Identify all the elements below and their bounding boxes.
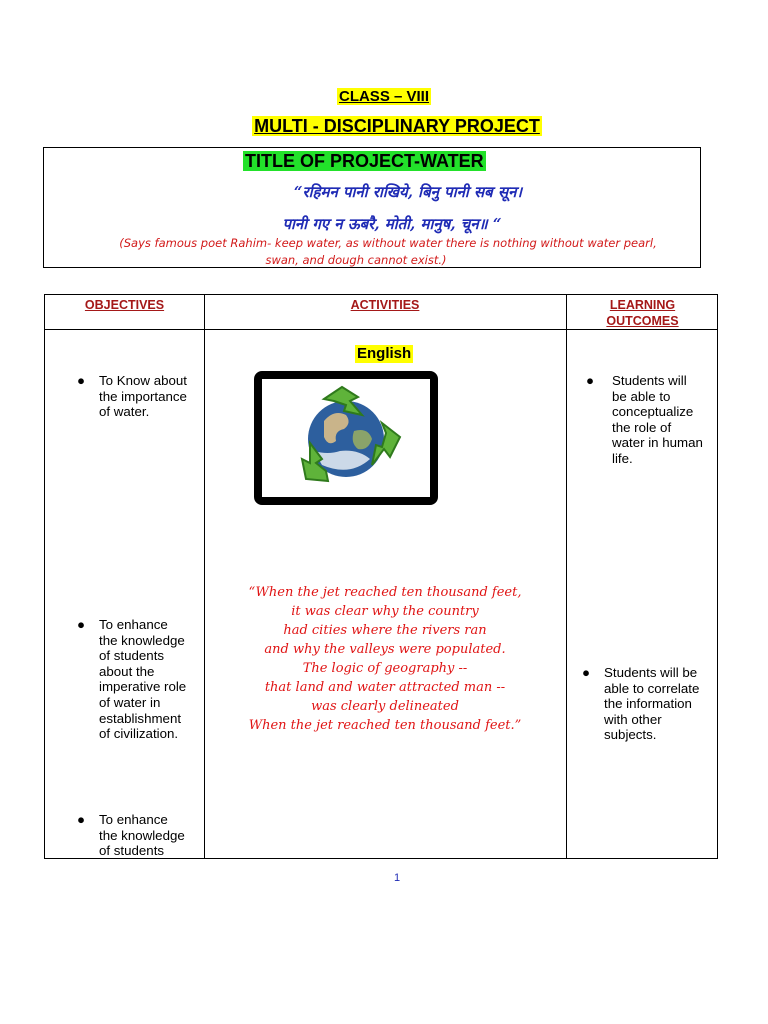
project-table: [44, 294, 718, 859]
outcome-line: able to correlate: [604, 680, 700, 696]
poem-line: and why the valleys were populated.: [264, 642, 506, 657]
translation-line-1: (Says famous poet Rahim- keep water, as without water there is nothing without water pearl,: [119, 236, 657, 250]
objective-line: of students: [99, 648, 165, 664]
class-heading: [0, 88, 768, 106]
bullet-icon: ●: [77, 373, 86, 388]
learning-outcomes-header-line-2: OUTCOMES: [606, 314, 679, 328]
outcome-line: life.: [612, 450, 633, 466]
objective-line: the knowledge: [99, 827, 185, 843]
objective-line: To enhance: [99, 617, 168, 632]
bullet-icon: ●: [77, 812, 86, 827]
bullet-icon: ●: [77, 617, 86, 632]
objective-line: of students: [99, 843, 165, 859]
outcome-line: subjects.: [604, 727, 657, 743]
project-heading: [0, 116, 768, 137]
outcome-line: the information: [604, 696, 692, 712]
project-title: TITLE OF PROJECT-WATER: [245, 151, 484, 171]
objective-line: the importance: [99, 388, 187, 404]
project-label: MULTI - DISCIPLINARY PROJECT: [254, 116, 540, 136]
poem-line: that land and water attracted man --: [264, 680, 506, 695]
objective-line: To Know about: [99, 373, 187, 388]
page-number: 1: [393, 872, 401, 884]
objective-line: of civilization.: [99, 726, 179, 742]
outcome-line: conceptualize: [612, 404, 694, 420]
learning-outcomes-header: [566, 297, 719, 329]
header-divider: [45, 329, 717, 330]
bullet-icon: ●: [582, 665, 591, 680]
outcome-line: Students will be: [604, 665, 698, 680]
objective-line: establishment: [99, 710, 182, 726]
subject-label: English: [357, 345, 412, 362]
outcome-line: water in human: [612, 435, 703, 451]
activities-header: ACTIVITIES: [350, 298, 420, 312]
outcome-line: the role of: [612, 419, 672, 435]
objective-line: about the: [99, 663, 155, 679]
objectives-header: OBJECTIVES: [84, 298, 165, 312]
class-label: CLASS – VIII: [338, 88, 430, 105]
outcome-line: with other: [604, 711, 662, 727]
bullet-icon: ●: [586, 373, 595, 388]
poem-line: was clearly delineated: [311, 699, 459, 714]
column-divider: [204, 295, 205, 858]
column-divider: [566, 295, 567, 858]
objective-line: of water.: [99, 404, 150, 420]
objective-line: the knowledge: [99, 632, 185, 648]
poem-line: When the jet reached ten thousand feet.”: [248, 718, 522, 733]
outcome-line: Students will: [612, 373, 687, 388]
poem-line: it was clear why the country: [291, 604, 479, 619]
hindi-couplet-line-2: पानी गए न ऊबरै, मोती, मानुष, चून॥ “: [282, 215, 502, 233]
poem: [204, 583, 566, 735]
learning-outcomes-header-line-1: LEARNING: [609, 298, 676, 312]
objective-line: To enhance: [99, 812, 168, 827]
earth-recycle-icon: [254, 371, 438, 505]
poem-line: had cities where the rivers ran: [283, 623, 487, 638]
objective-line: imperative role: [99, 679, 187, 695]
outcome-line: be able to: [612, 388, 671, 404]
poem-line: The logic of geography --: [302, 661, 468, 676]
objective-line: of water in: [99, 694, 161, 710]
hindi-couplet-line-1: “रहिमन पानी राखिये, बिनु पानी सब सून।: [293, 183, 523, 201]
translation-line-2: swan, and dough cannot exist.): [265, 253, 447, 267]
project-title-box: [43, 147, 701, 268]
poem-line: “When the jet reached ten thousand feet,: [248, 585, 522, 600]
